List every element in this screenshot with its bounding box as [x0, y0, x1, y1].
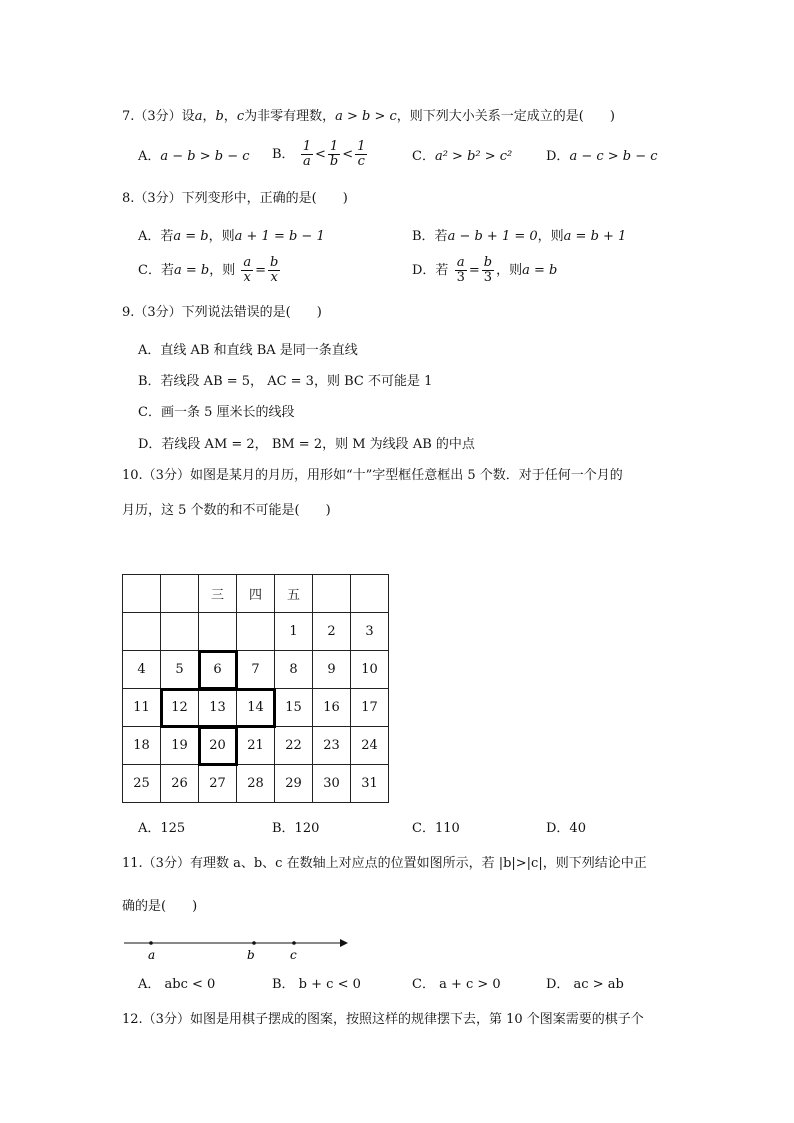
calendar-cell — [123, 613, 161, 651]
label-b: b — [247, 948, 255, 962]
q10-stem-line2: 月历，这 5 个数的和不可能是( ) — [122, 503, 331, 518]
q10-option-c: C．110 — [412, 821, 460, 836]
point-a — [149, 941, 153, 945]
label-c: c — [290, 948, 297, 962]
calendar-cell: 5 — [161, 651, 199, 689]
q10-option-b: B．120 — [272, 821, 320, 836]
calendar-cell: 6 — [199, 651, 237, 689]
calendar-cell: 20 — [199, 727, 237, 765]
q8-option-b: B．若a − b + 1 = 0，则a = b + 1 — [412, 229, 627, 244]
q7-option-b: B． $\frac{1}{a}$ < $\frac{1}{b}$ < $\frac{1}{c}$ — [272, 139, 366, 169]
q11-option-a: A． abc < 0 — [138, 977, 216, 992]
calendar-cell — [313, 575, 351, 613]
calendar-cell: 8 — [275, 651, 313, 689]
q8-option-a: A．若a = b，则a + 1 = b − 1 — [138, 229, 325, 244]
q11-option-c: C． a + c > 0 — [412, 977, 501, 992]
calendar-cell: 15 — [275, 689, 313, 727]
calendar-cell — [199, 613, 237, 651]
calendar-cell: 4 — [123, 651, 161, 689]
calendar-cell — [237, 613, 275, 651]
calendar-row — [123, 727, 389, 765]
point-c — [292, 941, 296, 945]
calendar-cell: 2 — [313, 613, 351, 651]
calendar-cell: 22 — [275, 727, 313, 765]
calendar-cell: 14 — [237, 689, 275, 727]
q7-stem: 7.（3分）设a，b，c为非零有理数，a > b > c，则下列大小关系一定成立的是( ) — [122, 109, 615, 124]
calendar-cell: 21 — [237, 727, 275, 765]
calendar-cell: 24 — [351, 727, 389, 765]
q7-option-c: C．a² > b² > c² — [412, 149, 513, 164]
calendar-cell: 五 — [275, 575, 313, 613]
q7-option-a: A．a − b > b − c — [138, 149, 250, 164]
calendar-cell: 17 — [351, 689, 389, 727]
calendar-cell — [161, 575, 199, 613]
q7-option-d: D．a − c > b − c — [546, 149, 658, 164]
calendar-cell: 30 — [313, 765, 351, 803]
calendar-cell: 19 — [161, 727, 199, 765]
q8-option-d: D．若 $\frac{a}{3}$ = $\frac{b}{3}$ ，则a = b — [412, 255, 558, 285]
cross-frame-top — [198, 650, 238, 690]
point-b — [252, 941, 256, 945]
q8-stem: 8.（3分）下列变形中，正确的是( ) — [122, 191, 348, 206]
calendar-cell: 13 — [199, 689, 237, 727]
q9-option-d: D．若线段 AM = 2， BM = 2，则 M 为线段 AB 的中点 — [138, 437, 475, 452]
calendar-cell: 1 — [275, 613, 313, 651]
calendar-cell: 三 — [199, 575, 237, 613]
calendar-row — [123, 765, 389, 803]
calendar-cell: 25 — [123, 765, 161, 803]
q10-option-d: D．40 — [546, 821, 586, 836]
calendar-cell — [351, 575, 389, 613]
q10-option-a: A．125 — [138, 821, 186, 836]
calendar-cell: 7 — [237, 651, 275, 689]
calendar-cell: 10 — [351, 651, 389, 689]
cross-frame-middle — [160, 688, 276, 728]
calendar-cell: 31 — [351, 765, 389, 803]
calendar-cell: 29 — [275, 765, 313, 803]
calendar-cell: 四 — [237, 575, 275, 613]
q11-stem-line1: 11.（3分）有理数 a、b、c 在数轴上对应点的位置如图所示，若 |b|>|c|，则下列结论中正 — [122, 856, 647, 871]
calendar-cell: 9 — [313, 651, 351, 689]
q8-option-c: C．若a = b，则 $\frac{a}{x}$ = $\frac{b}{x}$ — [138, 255, 279, 285]
calendar-cell — [161, 613, 199, 651]
calendar-cell — [123, 575, 161, 613]
calendar-row — [123, 613, 389, 651]
calendar-cell: 16 — [313, 689, 351, 727]
cross-frame-bottom — [198, 726, 238, 766]
q9-option-b: B．若线段 AB = 5， AC = 3，则 BC 不可能是 1 — [138, 374, 433, 389]
q9-option-c: C．画一条 5 厘米长的线段 — [138, 405, 295, 420]
q11-option-d: D． ac > ab — [546, 977, 624, 992]
calendar-cell: 26 — [161, 765, 199, 803]
calendar-cell: 27 — [199, 765, 237, 803]
calendar-cell: 11 — [123, 689, 161, 727]
calendar-cell: 28 — [237, 765, 275, 803]
calendar-cell: 3 — [351, 613, 389, 651]
calendar-cell: 18 — [123, 727, 161, 765]
calendar-cell: 12 — [161, 689, 199, 727]
q9-stem: 9.（3分）下列说法错误的是( ) — [122, 305, 322, 320]
q12-stem-line1: 12.（3分）如图是用棋子摆成的图案，按照这样的规律摆下去，第 10 个图案需要的棋子个 — [122, 1012, 644, 1027]
number-line — [122, 936, 352, 966]
q11-stem-line2: 确的是( ) — [122, 899, 198, 914]
number-line-arrow-icon — [340, 939, 348, 947]
q9-option-a: A．直线 AB 和直线 BA 是同一条直线 — [138, 343, 358, 358]
calendar-cell: 23 — [313, 727, 351, 765]
label-a: a — [148, 948, 156, 962]
calendar-row — [123, 575, 389, 613]
calendar-row — [123, 651, 389, 689]
q10-stem-line1: 10.（3分）如图是某月的月历，用形如“十”字型框任意框出 5 个数．对于任何一个月的 — [122, 468, 623, 483]
q11-option-b: B． b + c < 0 — [272, 977, 361, 992]
